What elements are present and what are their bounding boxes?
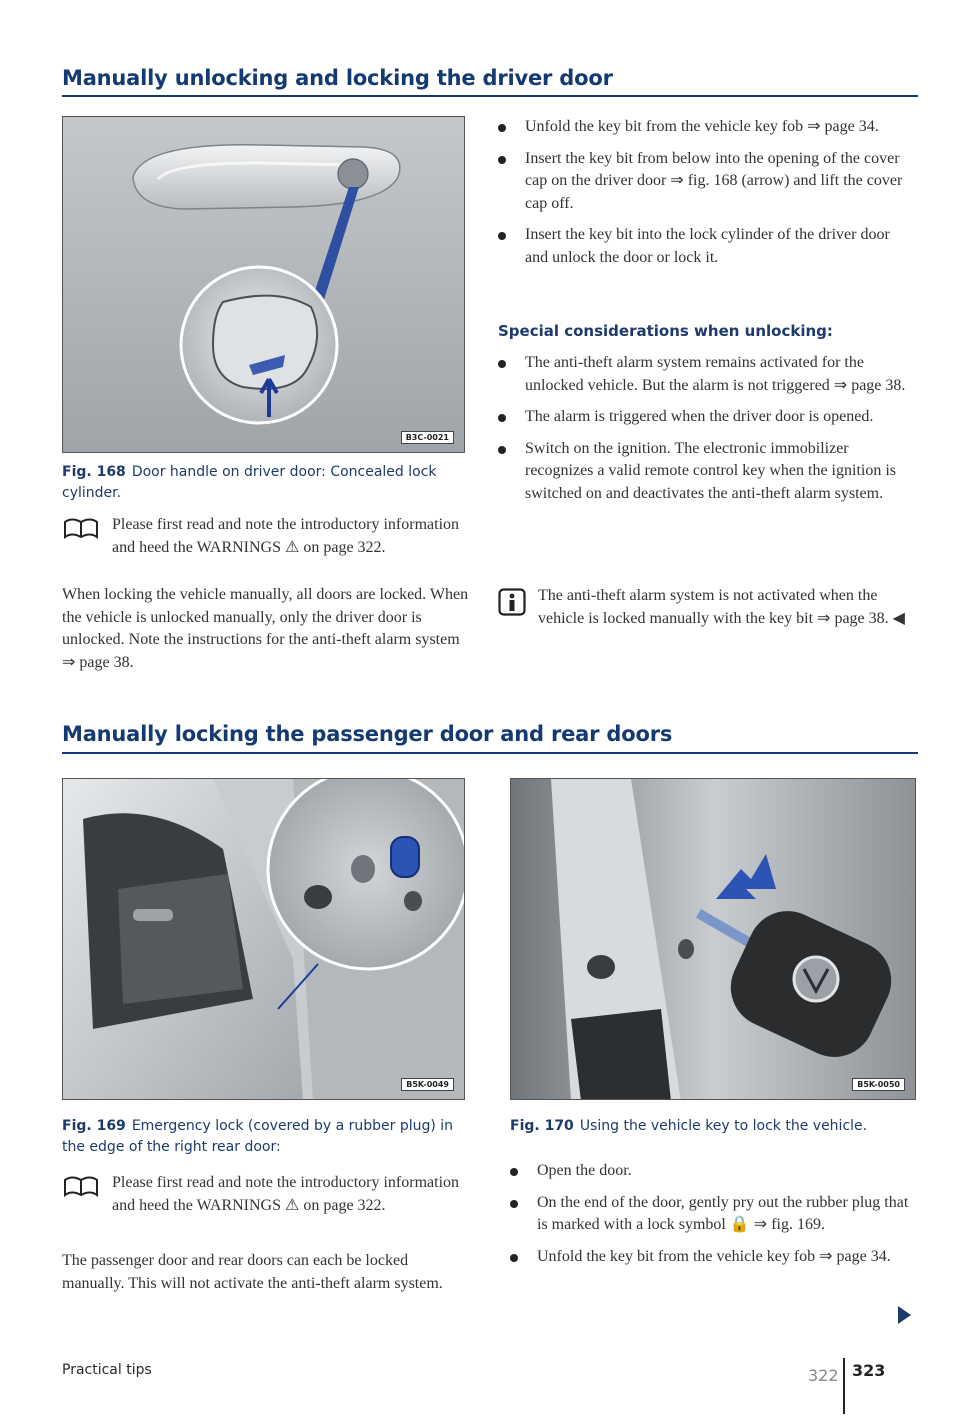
rear-door-illustration [63, 779, 465, 1100]
list-item: Open the door. [510, 1160, 916, 1183]
figure-code-label: B5K-0049 [401, 1078, 454, 1091]
section-title-driver-door: Manually unlocking and locking the driver door [62, 66, 613, 90]
figure-number: Fig. 168 [62, 464, 126, 480]
list-item: The alarm is triggered when the driver door is opened. [498, 406, 916, 429]
list-item: Insert the key bit from below into the opening of the cover cap on the driver door ⇒ fig. 168 (arrow) and lift the cover cap off. [498, 148, 916, 216]
footer-section-label: Practical tips [62, 1362, 152, 1378]
book-icon [62, 1174, 100, 1198]
note-text: Please first read and note the introductory information and heed the WARNINGS ⚠ on page 322. [112, 516, 460, 556]
figure-170-caption [510, 1116, 916, 1137]
list-item: Insert the key bit into the lock cylinder of the driver door and unlock the door or lock it. [498, 224, 916, 269]
passenger-doors-paragraph: The passenger door and rear doors can each be locked manually. This will not activate the anti-theft alarm system. [62, 1252, 443, 1292]
title-underline [62, 752, 918, 754]
caption-text: Emergency lock (covered by a rubber plug) in the edge of the right rear door: [62, 1118, 454, 1155]
figure-code-label: B5K-0050 [852, 1078, 905, 1091]
figure-169-caption [62, 1116, 472, 1158]
list-item: Unfold the key bit from the vehicle key fob ⇒ page 34. [498, 116, 916, 139]
figure-169-image [62, 778, 465, 1100]
figure-168-image [62, 116, 465, 453]
locking-paragraph: When locking the vehicle manually, all doors are locked. When the vehicle is unlocked manually, only the driver door is unlocked. Note the instructions for the anti-theft alarm system ⇒ page 38. [62, 586, 469, 671]
list-item: Switch on the ignition. The electronic immobilizer recognizes a valid remote control key when the ignition is switched on and deactivates the anti-theft alarm system. [498, 438, 916, 506]
info-note-text: The anti-theft alarm system is not activated when the vehicle is locked manually with the key bit ⇒ page 38. ◀ [538, 587, 905, 627]
caption-text: Door handle on driver door: Concealed lock cylinder. [62, 464, 437, 501]
list-item: The anti-theft alarm system remains activated for the unlocked vehicle. But the alarm is not triggered ⇒ page 38. [498, 352, 916, 397]
figure-number: Fig. 169 [62, 1118, 126, 1134]
passenger-steps-list [510, 1160, 916, 1277]
special-considerations-heading: Special considerations when unlocking: [498, 322, 833, 340]
key-lock-illustration [511, 779, 916, 1100]
note-text: Please first read and note the introductory information and heed the WARNINGS ⚠ on page 322. [112, 1174, 460, 1214]
page-divider [843, 1358, 845, 1414]
read-first-note [62, 1172, 472, 1217]
page-number-right: 323 [852, 1361, 886, 1380]
info-note [498, 585, 916, 630]
section-title-passenger-doors: Manually locking the passenger door and rear doors [62, 722, 673, 746]
figure-code-label: B3C-0021 [401, 431, 454, 444]
list-item: Unfold the key bit from the vehicle key fob ⇒ page 34. [510, 1246, 916, 1269]
figure-number: Fig. 170 [510, 1118, 574, 1134]
caption-text: Using the vehicle key to lock the vehicle. [579, 1118, 868, 1134]
list-item: On the end of the door, gently pry out the rubber plug that is marked with a lock symbol 🔒 ⇒ fig. 169. [510, 1192, 916, 1237]
continue-arrow-icon [898, 1306, 911, 1324]
figure-170-image [510, 778, 916, 1100]
unlock-steps-list [498, 116, 916, 278]
title-underline [62, 95, 918, 97]
read-first-note [62, 514, 472, 559]
figure-168-caption [62, 462, 472, 504]
page-number-left: 322 [808, 1366, 839, 1385]
book-icon [62, 516, 100, 540]
door-handle-illustration [63, 117, 465, 453]
considerations-list [498, 352, 916, 514]
info-icon [498, 588, 526, 616]
